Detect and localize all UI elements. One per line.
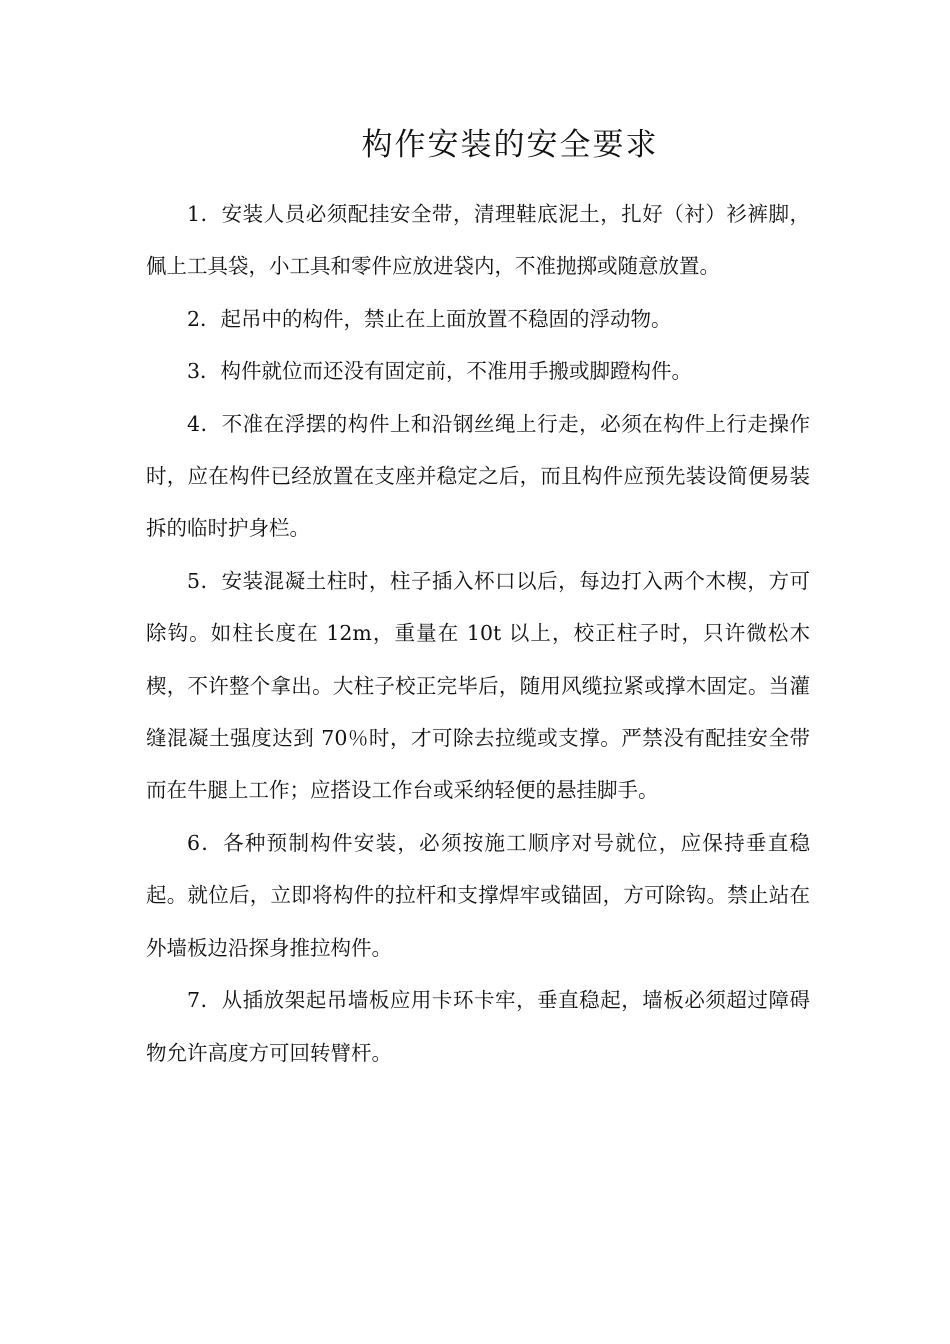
- paragraph-4: 4．不准在浮摆的构件上和沿钢丝绳上行走，必须在构件上行走操作时，应在构件已经放置在支座并稳定之后，而且构件应预先装设简便易装拆的临时护身栏。: [146, 411, 810, 541]
- document-body: [146, 188, 810, 1079]
- paragraph-1: 1．安装人员必须配挂安全带，清理鞋底泥土，扎好（衬）衫裤脚，佩上工具袋，小工具和零件应放进袋内，不准抛掷或随意放置。: [146, 202, 810, 279]
- paragraph-7: 7．从插放架起吊墙板应用卡环卡牢，垂直稳起，墙板必须超过障碍物允许高度方可回转臂杆。: [146, 988, 810, 1065]
- document-title: 构作安装的安全要求: [361, 127, 659, 163]
- paragraph-3: 3．构件就位而还没有固定前，不准用手搬或脚蹬构件。: [187, 359, 693, 384]
- paragraph-6: 6．各种预制构件安装，必须按施工顺序对号就位，应保持垂直稳起。就位后，立即将构件的拉杆和支撑焊牢或锚固，方可除钩。禁止站在外墙板边沿探身推拉构件。: [146, 830, 810, 960]
- paragraph-5: 5．安装混凝土柱时，柱子插入杯口以后，每边打入两个木楔，方可除钩。如柱长度在 12m，重量在 10t 以上，校正柱子时，只许微松木楔，不许整个拿出。大柱子校正完毕后，随用风缆拉紧或撑木固定。当灌缝混凝土强度达到 70％时，才可除去拉缆或支撑。严禁没有配挂安全带而在牛腿上工作；应搭设工作台或采纳轻便的悬挂脚手。: [146, 568, 810, 803]
- paragraph-2: 2．起吊中的构件，禁止在上面放置不稳固的浮动物。: [187, 306, 672, 331]
